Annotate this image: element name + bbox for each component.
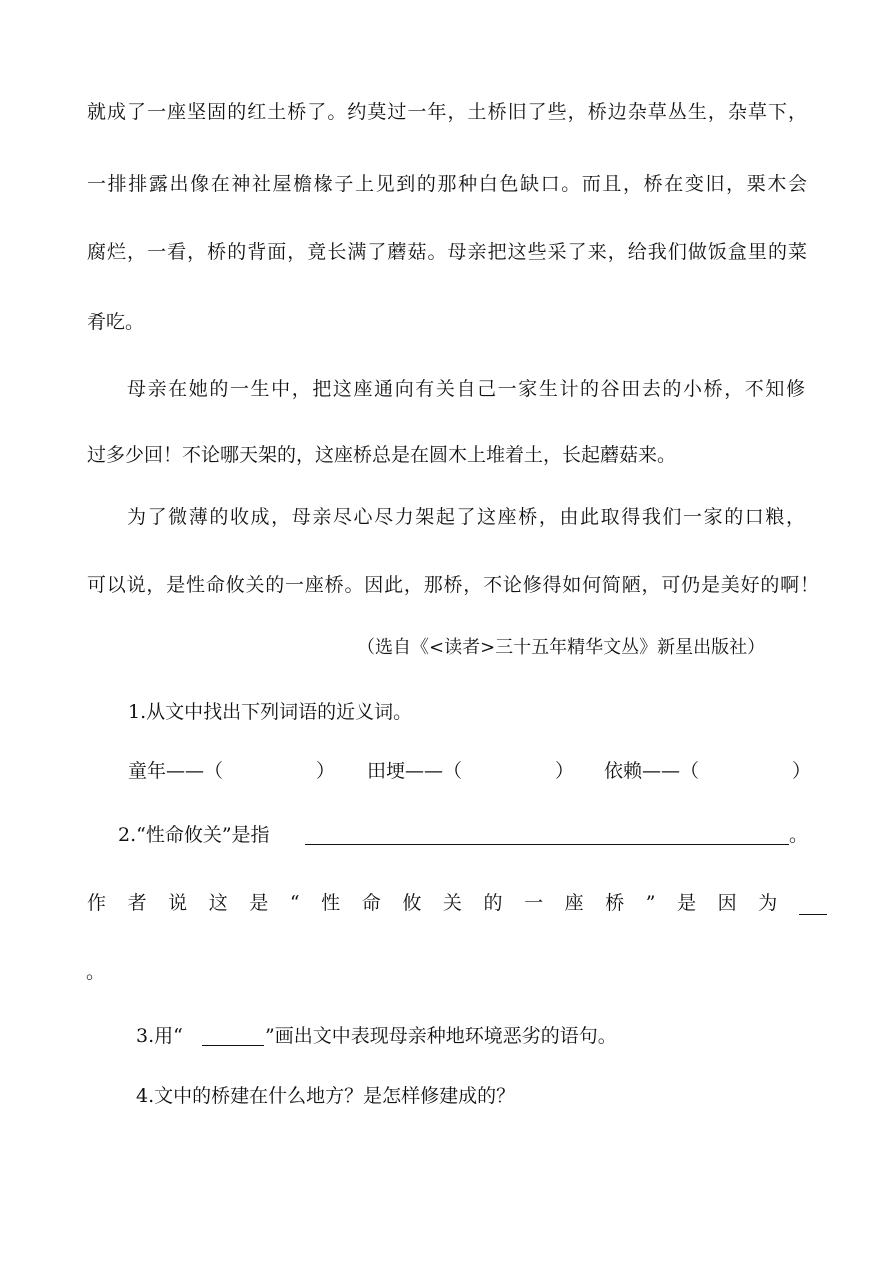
q2-char: ”: [645, 892, 656, 914]
source-citation: （选自《<读者>三十五年精华文丛》新星出版社）: [357, 637, 766, 658]
passage-line-7: 为了微薄的收成，母亲尽心尽力架起了这座桥，由此取得我们一家的口粮，: [127, 506, 805, 528]
q2-char: 作: [87, 892, 107, 914]
q1-item-3-close: ）: [792, 760, 812, 782]
q2-char: 是: [249, 892, 269, 914]
q2-char: 说: [168, 892, 188, 914]
question-2-suffix: 。: [789, 824, 809, 846]
q1-item-1-word: 童年——（: [128, 760, 224, 782]
q2-char: 因: [717, 892, 737, 914]
passage-line-5: 母亲在她的一生中，把这座通向有关自己一家生计的谷田去的小桥，不知修: [127, 378, 805, 400]
q2-char: 攸: [402, 892, 422, 914]
question-3-prefix: 3.用“: [136, 1025, 183, 1047]
q1-item-1-close: ）: [316, 760, 336, 782]
q2-char: 为: [758, 892, 778, 914]
q1-item-3-word: 依赖——（: [604, 760, 700, 782]
passage-line-3: 腐烂，一看，桥的背面，竟长满了蘑菇。母亲把这些采了来，给我们做饭盒里的菜: [87, 241, 807, 263]
passage-line-8: 可以说，是性命攸关的一座桥。因此，那桥，不论修得如何简陋，可仍是美好的啊！: [87, 574, 819, 596]
q2-char: 一: [524, 892, 544, 914]
q3-underline-sample: [202, 1045, 264, 1046]
question-3-suffix: ”画出文中表现母亲种地环境恶劣的语句。: [265, 1025, 617, 1047]
q2-char: 座: [564, 892, 584, 914]
q1-item-2-word: 田埂——（: [367, 760, 463, 782]
passage-line-4: 肴吃。: [87, 311, 145, 333]
q2-char: 是: [677, 892, 697, 914]
passage-line-1: 就成了一座坚固的红土桥了。约莫过一年，土桥旧了些，桥边杂草丛生，杂草下，: [87, 101, 807, 123]
question-2-prefix: 2.“性命攸关”是指: [118, 824, 270, 846]
question-1: 1.从文中找出下列词语的近义词。: [128, 701, 413, 723]
q2-char: 者: [127, 892, 147, 914]
q2-char: 这: [208, 892, 228, 914]
q1-item-2-close: ）: [555, 760, 575, 782]
passage-line-6: 过多少回！不论哪天架的，这座桥总是在圆木上堆着土，长起蘑菇来。: [87, 444, 677, 466]
q2-char: “: [289, 892, 300, 914]
q2-line-2: [87, 888, 827, 918]
q2-answer-line[interactable]: [305, 844, 789, 845]
q2-char: 性: [321, 892, 341, 914]
q2-char: 关: [442, 892, 462, 914]
q2-char: 的: [483, 892, 503, 914]
q2-line-3: 。: [86, 961, 106, 983]
q2-char: 桥: [605, 892, 625, 914]
passage-line-2: 一排排露出像在神社屋檐椽子上见到的那种白色缺口。而且，桥在变旧，栗木会: [87, 173, 807, 195]
question-4: 4.文中的桥建在什么地方？是怎样修建成的？: [136, 1085, 516, 1107]
q2-reason-blank[interactable]: [799, 888, 827, 915]
q2-char: 命: [361, 892, 381, 914]
